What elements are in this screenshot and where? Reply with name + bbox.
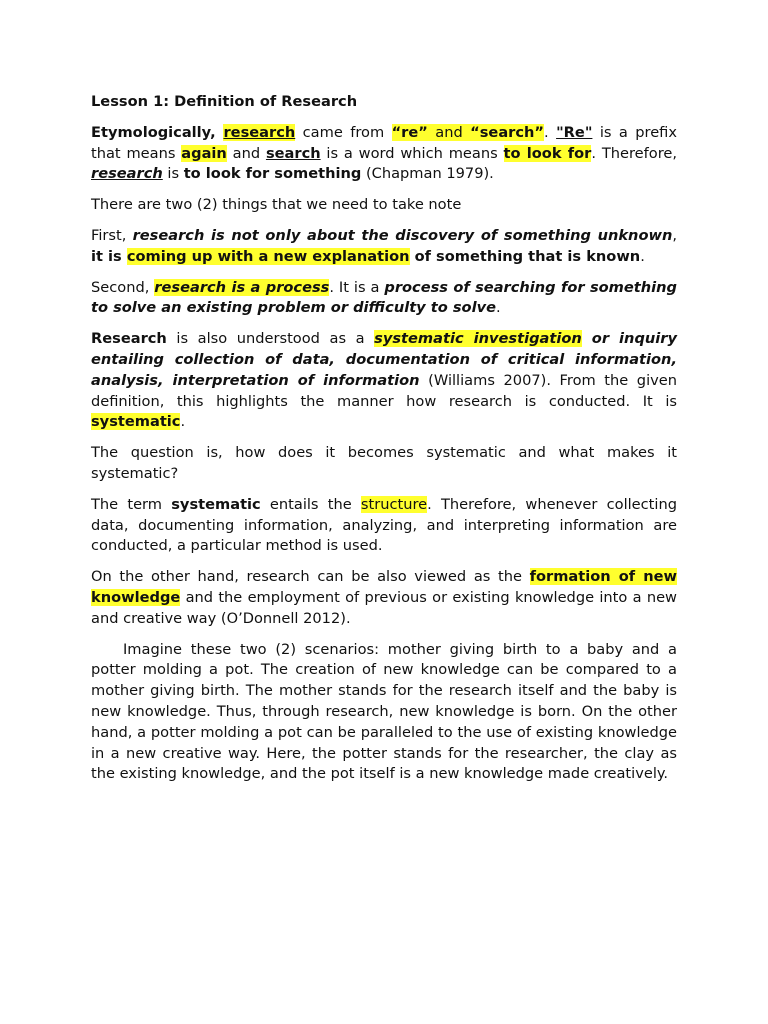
body-paragraph — [91, 123, 677, 185]
text-run: is a word which means — [320, 144, 504, 162]
text-run: systematic — [171, 495, 261, 513]
highlighted-text: structure — [360, 495, 428, 513]
text-run: it is — [91, 247, 127, 265]
text-run: . — [180, 413, 186, 431]
text-run: There are two (2) things that we need to take note — [91, 196, 462, 214]
body-paragraph — [91, 443, 677, 485]
text-run: Etymologically — [91, 123, 211, 141]
highlighted-text: research is a process — [154, 278, 330, 296]
text-run: to look for something — [183, 165, 362, 183]
lesson-title: Lesson 1: Definition of Research — [91, 93, 358, 110]
highlighted-text: to look for — [503, 144, 592, 162]
body-paragraph — [91, 226, 677, 268]
text-run: The term — [91, 495, 172, 513]
body-paragraph — [91, 195, 677, 216]
body-paragraph — [91, 495, 677, 557]
text-run: "Re" — [556, 123, 593, 141]
text-run: On the other hand, research can be also viewed as the — [91, 568, 530, 586]
text-run: or inquiry entailing collection of data, documentation of critical information, analysis, interpretation of information — [91, 330, 677, 389]
document-body — [91, 92, 677, 795]
text-run: (Chapman 1979). — [361, 165, 494, 183]
text-run: of something that is known — [409, 247, 641, 265]
text-run: Second, — [91, 278, 155, 296]
text-run: (Williams 2007). From the given definition, this highlights the manner how research is conducted. It is — [91, 371, 677, 410]
highlighted-text: research — [223, 123, 296, 141]
text-run: . Therefore, — [591, 144, 678, 162]
highlighted-text: coming up with a new explanation — [126, 247, 410, 265]
highlighted-text: systematic — [91, 413, 181, 431]
text-run: is a prefix that means — [91, 123, 678, 162]
text-run: First, — [91, 226, 133, 244]
text-run: and the employment of previous or existing knowledge into a new and creative way (O’Donnell 2012). — [91, 588, 677, 627]
text-run: . — [495, 299, 501, 317]
highlighted-text: “re” — [391, 123, 428, 141]
text-run: process of searching for something to solve an existing problem or difficulty to solve — [91, 278, 677, 317]
text-run: , — [672, 226, 677, 244]
text-run: entails the — [260, 495, 361, 513]
text-run: , — [210, 123, 224, 141]
text-run: and — [226, 144, 266, 162]
highlighted-text: formation of new knowledge — [91, 568, 678, 606]
text-run: Imagine these two (2) scenarios: mother giving birth to a baby and a potter molding a pot. The creation of new knowledge can be compared to a mother giving birth. The mother stands for the research itself and the baby is new knowledge. Thus, through research, new knowledge is born. On the other hand, a potter molding a pot can be paralleled to the use of existing knowledge in a new creative way. Here, the potter stands for the researcher, the clay as the existing knowledge, and the pot itself is a new knowledge made creatively. — [91, 640, 677, 783]
body-paragraph — [91, 567, 677, 629]
body-paragraph — [91, 278, 677, 320]
text-run: . It is a — [329, 278, 385, 296]
text-run: research — [91, 165, 163, 183]
text-run: research is not only about the discovery of something unknown — [132, 226, 673, 244]
highlighted-text: systematic investigation — [374, 330, 582, 348]
highlighted-text: “search” — [470, 123, 545, 141]
text-run: is — [162, 165, 184, 183]
text-run: . — [640, 247, 645, 265]
text-run: is also understood as a — [166, 330, 375, 348]
body-paragraph — [91, 329, 677, 433]
text-run: . Therefore, whenever collecting data, documenting information, analyzing, and interpreting information are conducted, a particular method is used. — [91, 495, 677, 555]
text-run: Research — [91, 330, 167, 348]
highlighted-text: and — [427, 123, 471, 141]
paragraph-list — [91, 123, 677, 785]
body-paragraph — [91, 640, 677, 786]
highlighted-text: again — [181, 144, 227, 162]
text-run: search — [265, 144, 321, 162]
text-run: came from — [295, 123, 392, 141]
text-run: The question is, how does it becomes systematic and what makes it systematic? — [91, 444, 677, 482]
text-run: . — [544, 123, 557, 141]
